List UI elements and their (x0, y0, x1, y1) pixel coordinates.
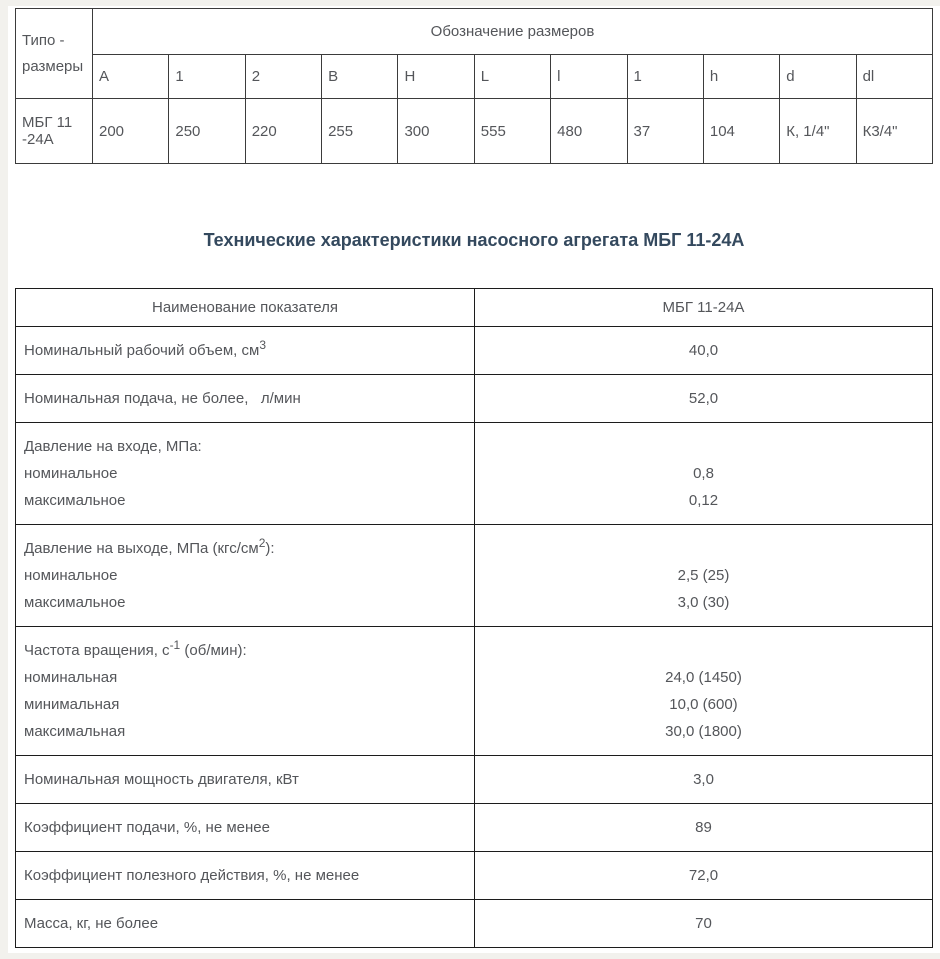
spec-label-cell (16, 327, 475, 375)
text-line: Номинальный рабочий объем, $см^3$ (24, 338, 266, 359)
text-line: 3,0 (693, 771, 714, 788)
spec-label-cell (16, 627, 475, 756)
text-line (483, 433, 924, 460)
dim-col-header: l (551, 55, 627, 99)
spec-label-cell (16, 852, 475, 900)
table-row (16, 327, 933, 375)
text-line: Номинальная мощность двигателя, кВт (24, 771, 299, 788)
specs-table (15, 288, 933, 948)
table-row (16, 55, 933, 99)
dimensions-table (15, 8, 933, 164)
dim-value-cell: 220 (245, 99, 321, 164)
text-line: 30,0 (1800) (665, 723, 742, 740)
table-row (16, 9, 933, 55)
text-line: 72,0 (688, 867, 719, 884)
spec-label-cell (16, 756, 475, 804)
text-line: 40,0 (688, 342, 719, 359)
dim-value-cell: 37 (627, 99, 703, 164)
dim-type-cell: МБГ 11 -24А (16, 99, 93, 164)
text-line: 0,8 (693, 465, 714, 482)
dim-col-header: dl (856, 55, 932, 99)
text-line: номинальное (24, 465, 118, 482)
specs-title: Технические характеристики насосного агрегата МБГ 11-24А (203, 230, 745, 250)
table-row (16, 804, 933, 852)
spec-value-cell (475, 900, 933, 948)
dim-value-cell: К3/4" (856, 99, 932, 164)
dim-col-header: 2 (245, 55, 321, 99)
text-line: 3,0 (30) (677, 594, 730, 611)
text-line: номинальное (24, 567, 118, 584)
table-row (16, 756, 933, 804)
table-row (16, 525, 933, 627)
dim-col-header: d (780, 55, 856, 99)
text-line: Масса, кг, не более (24, 915, 159, 932)
dim-value-cell: 480 (551, 99, 627, 164)
dim-value-cell: 555 (474, 99, 550, 164)
spec-value-cell (475, 423, 933, 525)
table-row (16, 375, 933, 423)
superscript: -1 (169, 638, 181, 652)
dim-value-cell: 300 (398, 99, 474, 164)
spec-label-cell (16, 525, 475, 627)
text-line: Коэффициент полезного действия, %, не менее (24, 867, 360, 884)
table-row (16, 900, 933, 948)
spec-value-cell (475, 804, 933, 852)
spec-label-cell (16, 423, 475, 525)
text-line: Номинальная подача, не более, л/мин (24, 390, 301, 407)
dim-col-header: B (322, 55, 398, 99)
text-line: 70 (695, 915, 712, 932)
text-line: номинальная (24, 669, 118, 686)
dim-col-header: L (474, 55, 550, 99)
text-line: минимальная (24, 696, 120, 713)
superscript: 3 (259, 338, 266, 352)
spec-label-cell (16, 900, 475, 948)
table-row (16, 627, 933, 756)
superscript: 2 (258, 536, 266, 550)
dim-col-header: 1 (627, 55, 703, 99)
dim-value-cell: 255 (322, 99, 398, 164)
text-line: 10,0 (600) (669, 696, 738, 713)
spec-value-cell (475, 627, 933, 756)
dim-col-header: h (703, 55, 779, 99)
dim-value-cell: 200 (93, 99, 169, 164)
dim-value-cell: К, 1/4" (780, 99, 856, 164)
dim-value-cell: 104 (703, 99, 779, 164)
spec-value-cell (475, 375, 933, 423)
text-line: максимальная (24, 723, 126, 740)
dim-corner-cell: Типо - размеры (16, 9, 93, 99)
dim-col-header: H (398, 55, 474, 99)
dim-group-header: Обозначение размеров (93, 9, 933, 55)
spec-label-cell (16, 804, 475, 852)
text-line (483, 535, 924, 562)
spec-value-cell (475, 525, 933, 627)
table-row (16, 423, 933, 525)
text-line: максимальное (24, 492, 126, 509)
text-line: 89 (695, 819, 712, 836)
text-line: 0,12 (688, 492, 719, 509)
text-line: Коэффициент подачи, %, не менее (24, 819, 270, 836)
text-line: 52,0 (688, 390, 719, 407)
text-line: максимальное (24, 594, 126, 611)
text-line: Давление на входе, МПа: (24, 438, 202, 455)
table-row (16, 99, 933, 164)
spec-value-cell (475, 756, 933, 804)
spec-value-cell (475, 852, 933, 900)
table-row (16, 852, 933, 900)
text-line: Частота вращения, $с^{-1}$ (об/мин): (24, 638, 247, 659)
spec-label-cell (16, 375, 475, 423)
text-line: Давление на выходе, МПа $(кгс/см^2)$: (24, 536, 275, 557)
content-panel (8, 6, 940, 953)
dim-col-header: 1 (169, 55, 245, 99)
dim-value-cell: 250 (169, 99, 245, 164)
text-line: 24,0 (1450) (665, 669, 742, 686)
table-row (16, 289, 933, 327)
spec-header-model: МБГ 11-24А (475, 289, 933, 327)
spec-header-name: Наименование показателя (16, 289, 475, 327)
text-line (483, 637, 924, 664)
dim-col-header: A (93, 55, 169, 99)
spec-value-cell (475, 327, 933, 375)
text-line: 2,5 (25) (677, 567, 730, 584)
